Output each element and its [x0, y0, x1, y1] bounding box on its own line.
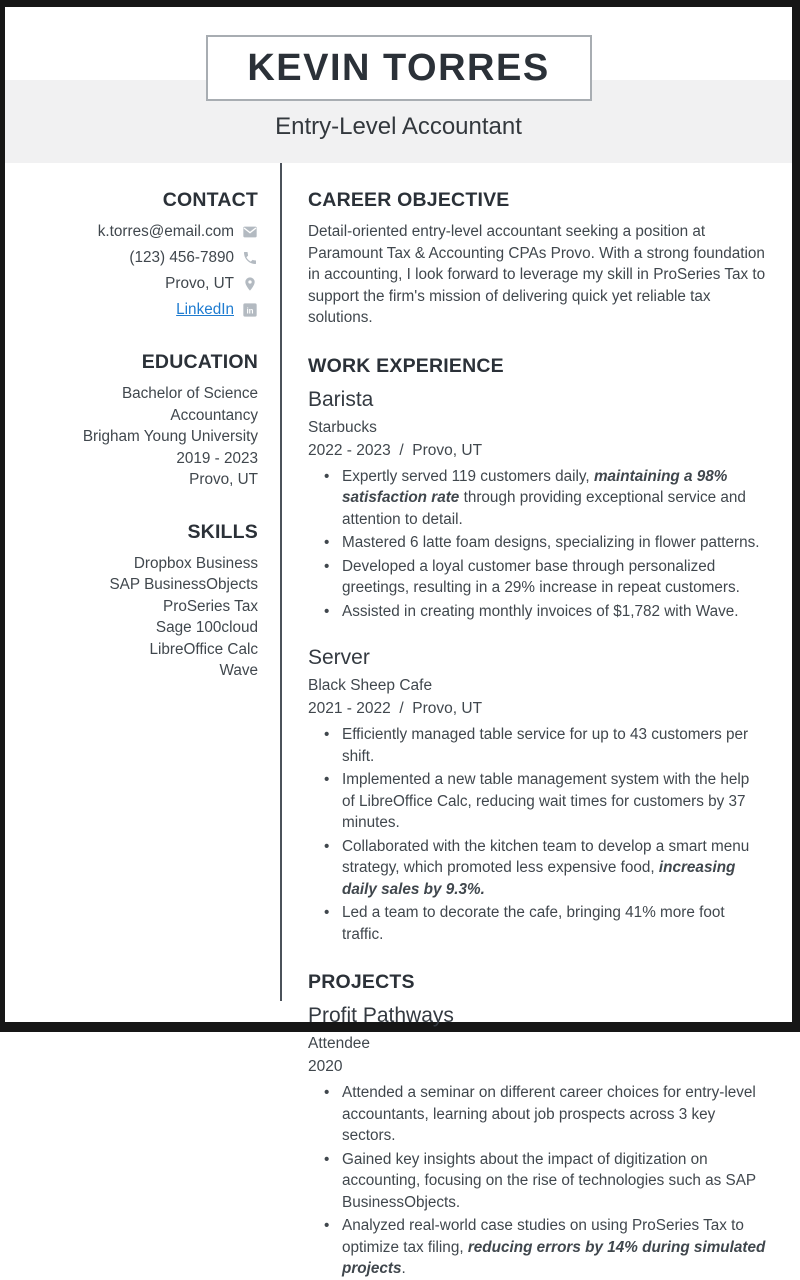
- contact-section: [15, 189, 258, 321]
- bullet-text: Implemented a new table management system with the help of LibreOffice Calc, reducing wait times for customers by 37 minutes.: [342, 771, 750, 831]
- education-line: Brigham Young University: [82, 428, 258, 445]
- skill-item: SAP BusinessObjects: [109, 576, 258, 593]
- bullet-marker: •: [324, 726, 330, 743]
- contact-text: k.torres@email.com: [97, 223, 234, 240]
- bullet-item: [324, 1082, 766, 1147]
- svg-text:in: in: [246, 306, 254, 316]
- bullet-text: Led a team to decorate the cafe, bringing 41% more foot traffic.: [342, 904, 725, 943]
- job-entry-subtitle: Starbucks: [308, 418, 377, 436]
- contact-text: Provo, UT: [165, 275, 234, 292]
- education-section: [15, 351, 258, 491]
- contact-heading: CONTACT: [162, 189, 258, 211]
- bullet-marker: •: [324, 1150, 330, 1168]
- linkedin-icon: [242, 302, 258, 318]
- skills-list: [15, 553, 258, 682]
- emphasized-text: reducing errors by 14% during simulated projects: [342, 1238, 766, 1277]
- skill-item: Wave: [219, 662, 258, 679]
- education-line: 2019 - 2023: [176, 449, 258, 467]
- skills-heading: SKILLS: [187, 520, 258, 543]
- bullet-marker: •: [324, 904, 330, 921]
- career-objective-heading: CAREER OBJECTIVE: [308, 189, 510, 211]
- resume-columns: [5, 163, 792, 1277]
- work-experience-heading: WORK EXPERIENCE: [308, 354, 504, 377]
- bullet-marker: •: [324, 467, 330, 485]
- skill-item: ProSeries Tax: [163, 597, 258, 615]
- job-entry: [308, 388, 766, 623]
- bullet-text: Expertly served 119 customers daily,: [342, 467, 594, 485]
- bullet-text: Developed a loyal customer base through personalized greetings, resulting in a 29% increase in repeat customers.: [342, 557, 740, 596]
- work-experience-section: [308, 355, 766, 946]
- bullet-text: Analyzed real-world case studies on using ProSeries Tax to optimize tax filing,: [342, 1217, 744, 1256]
- contact-row: [15, 247, 258, 269]
- jobs-list: [308, 388, 766, 946]
- skill-item: Dropbox Business: [133, 554, 258, 572]
- envelope-icon: [242, 224, 258, 240]
- skill-item: Sage 100cloud: [155, 619, 258, 636]
- contact-row: [15, 221, 258, 243]
- skill-item: LibreOffice Calc: [149, 640, 258, 658]
- job-entry-title: Server: [308, 646, 370, 669]
- bullet-text: Attended a seminar on different career choices for entry-level accountants, learning about job prospects across 3 key sectors.: [342, 1084, 756, 1144]
- sidebar: [5, 163, 282, 1001]
- bullet-text: Gained key insights about the impact of digitization on accounting, focusing on the rise of technologies such as SAP BusinessObjects.: [342, 1150, 756, 1211]
- education-heading: EDUCATION: [141, 351, 258, 373]
- bullet-item: [324, 601, 766, 623]
- person-name: KEVIN TORRES: [247, 46, 550, 89]
- bullet-item: [324, 466, 766, 531]
- bullet-item: [324, 724, 766, 767]
- project-entry-subtitle: Attendee: [308, 1035, 371, 1052]
- job-entry-title: Barista: [308, 387, 374, 411]
- contact-row: [15, 299, 258, 321]
- bullet-marker: •: [324, 557, 330, 575]
- education-line: Provo, UT: [189, 471, 258, 488]
- project-entry-bullets: [308, 1082, 766, 1280]
- bullet-item: [324, 902, 766, 945]
- bullet-item: [324, 1149, 766, 1214]
- main-content: [282, 163, 792, 1277]
- bullet-text: .: [401, 1260, 406, 1277]
- bullet-marker: •: [324, 534, 330, 551]
- bullet-item: [324, 1215, 766, 1280]
- bullet-item: [324, 532, 766, 554]
- project-entry-dates: 2020: [308, 1058, 343, 1075]
- bullet-text: Mastered 6 latte foam designs, specializing in flower patterns.: [342, 534, 760, 551]
- linkedin-link[interactable]: LinkedIn: [176, 301, 234, 318]
- resume-header: [5, 7, 792, 163]
- bullet-marker: •: [324, 1084, 330, 1101]
- emphasized-text: increasing daily sales by 9.3%.: [342, 859, 736, 898]
- projects-heading: PROJECTS: [308, 971, 415, 993]
- bullet-marker: •: [324, 771, 330, 788]
- bullet-item: [324, 556, 766, 599]
- bullet-item: [324, 769, 766, 834]
- bullet-marker: •: [324, 1217, 330, 1234]
- skills-section: [15, 521, 258, 682]
- job-entry-bullets: [308, 466, 766, 623]
- education-details: [15, 383, 258, 491]
- bullet-item: [324, 836, 766, 901]
- contact-text: (123) 456-7890: [129, 249, 234, 266]
- contact-list: [15, 221, 258, 321]
- job-entry-dates: 2021 - 2022 / Provo, UT: [308, 700, 483, 717]
- bullet-marker: •: [324, 602, 330, 620]
- location-pin-icon: [242, 276, 258, 292]
- name-box: [206, 35, 592, 101]
- projects-section: [308, 971, 766, 1280]
- project-entries: [308, 1004, 766, 1280]
- phone-icon: [242, 250, 258, 266]
- job-entry-bullets: [308, 724, 766, 945]
- project-entry: [308, 1004, 766, 1280]
- education-line: Bachelor of Science: [121, 385, 258, 402]
- education-line: Accountancy: [170, 406, 258, 424]
- project-entry-title: Profit Pathways: [308, 1004, 454, 1027]
- bullet-text: Assisted in creating monthly invoices of $1,782 with Wave.: [342, 602, 739, 620]
- job-entry-dates: 2022 - 2023 / Provo, UT: [308, 441, 483, 459]
- career-objective-section: [308, 189, 766, 329]
- job-entry-subtitle: Black Sheep Cafe: [308, 677, 433, 694]
- bullet-text: through providing exceptional service and attention to detail.: [342, 489, 746, 528]
- resume-title: Entry-Level Accountant: [275, 113, 522, 140]
- contact-row: [15, 273, 258, 295]
- job-entry: [308, 646, 766, 945]
- objective-text: Detail-oriented entry-level accountant seeking a position at Paramount Tax & Accounting CPAs Provo. With a strong foundation in accounting, I look forward to leverage my skill in ProSeries Tax to support the firm's mission of delivering quick yet reliable tax solutions.: [308, 223, 766, 326]
- bullet-marker: •: [324, 837, 330, 855]
- bullet-text: Collaborated with the kitchen team to develop a smart menu strategy, which promoted less expensive food,: [342, 837, 750, 876]
- bullet-text: Efficiently managed table service for up to 43 customers per shift.: [342, 726, 749, 765]
- emphasized-text: maintaining a 98% satisfaction rate: [342, 467, 728, 506]
